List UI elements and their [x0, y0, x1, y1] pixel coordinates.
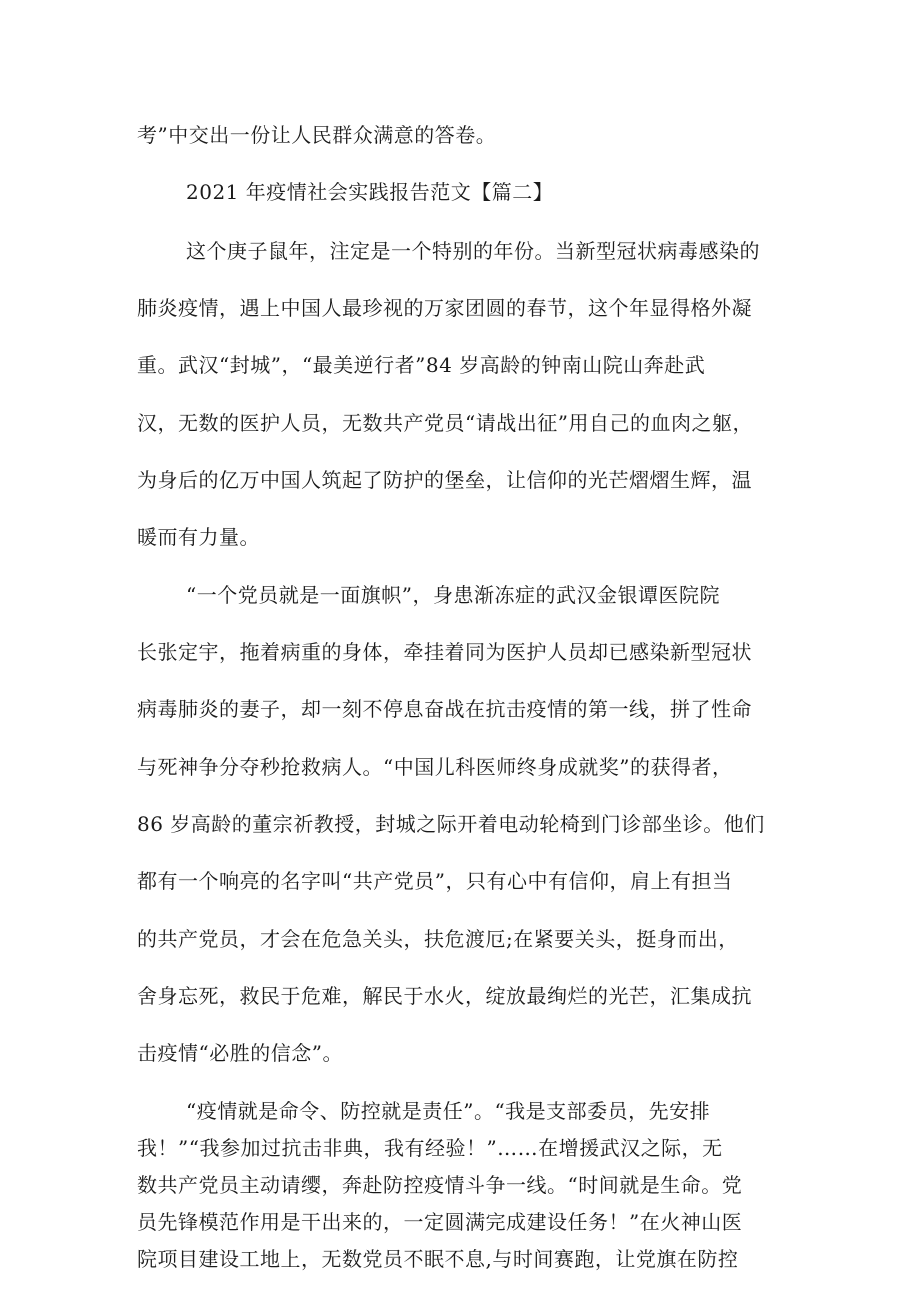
text-line: 病毒肺炎的妻子，却一刻不停息奋战在抗击疫情的第一线，拼了性命	[137, 697, 752, 721]
text-line: 都有一个响亮的名字叫“共产党员”，只有心中有信仰，肩上有担当	[137, 869, 733, 893]
text-line: 我！”“我参加过抗击非典，我有经验！”……在增援武汉之际，无	[137, 1136, 723, 1160]
text-line: “一个党员就是一面旗帜”，身患渐冻症的武汉金银谭医院院	[186, 583, 720, 607]
section-heading: 2021 年疫情社会实践报告范文【篇二】	[186, 180, 554, 204]
text-line: 数共产党员主动请缨，奔赴防控疫情斗争一线。“时间就是生命。党	[137, 1173, 743, 1197]
text-line: 86 岁高龄的董宗祈教授，封城之际开着电动轮椅到门诊部坐诊。他们	[137, 812, 765, 836]
text-line: 重。武汉“封城”，“最美逆行者”84 岁高龄的钟南山院山奔赴武	[137, 353, 706, 377]
text-line: 汉，无数的医护人员，无数共产党员“请战出征”用自己的血肉之躯，	[137, 411, 753, 435]
text-line: 暖而有力量。	[137, 525, 260, 549]
text-line: 肺炎疫情，遇上中国人最珍视的万家团圆的春节，这个年显得格外凝	[137, 296, 752, 320]
text-line: 与死神争分夺秒抢救病人。“中国儿科医师终身成就奖”的获得者，	[137, 755, 733, 779]
text-line: 舍身忘死，救民于危难，解民于水火，绽放最绚烂的光芒，汇集成抗	[137, 984, 752, 1008]
text-line: 击疫情“必胜的信念”。	[137, 1041, 343, 1065]
text-line: 为身后的亿万中国人筑起了防护的堡垒，让信仰的光芒熠熠生辉，温	[137, 468, 752, 492]
text-line: 院项目建设工地上，无数党员不眠不息,与时间赛跑，让党旗在防控	[137, 1247, 739, 1271]
text-line: “疫情就是命令、防控就是责任”。“我是支部委员，先安排	[186, 1099, 711, 1123]
text-line: 员先锋模范作用是干出来的，一定圆满完成建设任务！”在火神山医	[137, 1210, 743, 1234]
text-line: 这个庚子鼠年，注定是一个特别的年份。当新型冠状病毒感染的	[186, 239, 760, 263]
text-line: 长张定宇，拖着病重的身体，牵挂着同为医护人员却已感染新型冠状	[137, 640, 752, 664]
text-line: 考”中交出一份让人民群众满意的答卷。	[137, 123, 497, 147]
text-line: 的共产党员，才会在危急关头，扶危渡厄;在紧要关头，挺身而出，	[137, 927, 739, 951]
